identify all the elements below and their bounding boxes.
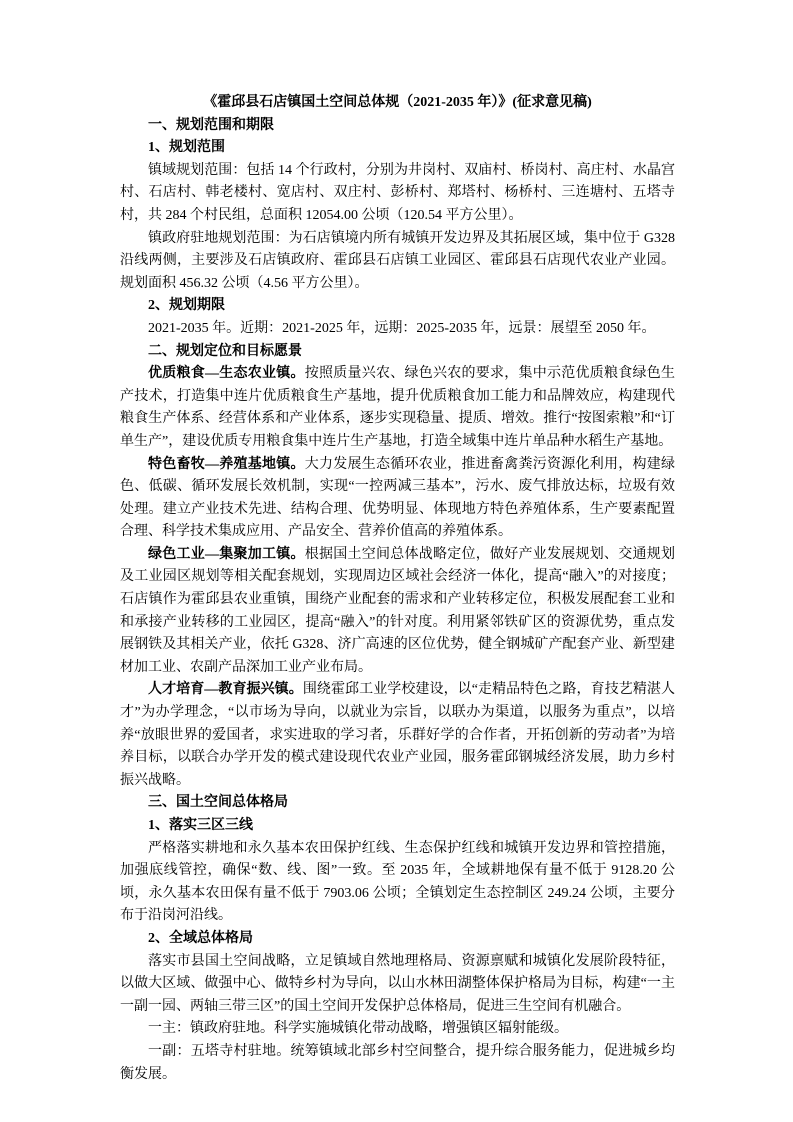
paragraph: 特色畜牧—养殖基地镇。大力发展生态循环农业，推进畜禽粪污资源化利用，构建绿色、低碳、循环发展长效机制，实现“一控两减三基本”，污水、废气排放达标，垃圾有效处理。建立产业技术先进、结构合理、优势明显、体现地方特色养殖体系，生产要素配置合理、科学技术集成应用、产品安全、营养价值高的养殖体系。 [120,456,675,540]
document-title: 《霍邱县石店镇国土空间总体规（2021-2035 年）》(征求意见稿) [203,95,592,110]
section-heading: 2、全域总体格局 [148,930,253,946]
paragraph: 一主：镇政府驻地。科学实施城镇化带动战略，增强镇区辐射能级。 [148,1021,568,1037]
paragraph: 人才培育—教育振兴镇。围绕霍邱工业学校建设，以“走精品特色之路，育技艺精湛人才”为办学理念，“以市场为导向，以就业为宗旨，以联办为渠道，以服务为重点”，以培养“放眼世界的爱国者，求实进取的学习者，乐群好学的合作者，开拓创新的劳动者”为培养目标，以联合办学开发的模式建设现代农业产业园，服务霍邱钢城经济发展，助力乡村振兴战略。 [120,682,675,788]
paragraph: 绿色工业—集聚加工镇。根据国土空间总体战略定位，做好产业发展规划、交通规划及工业园区规划等相关配套规划，实现周边区域社会经济一体化，提高“融入”的对接度；石店镇作为霍邱县农业重镇，围绕产业配套的需求和产业转移定位，积极发展配套工业和和承接产业转移的工业园区，提高“融入”的针对度。利用紧邻铁矿区的资源优势，重点发展钢铁及其相关产业，依托 G328、济广高速的区位优势，健全钢城矿产配套产业、新型建材加工业、农副产品深加工业产业布局。 [120,546,675,675]
paragraph-lead: 特色畜牧—养殖基地镇。 [148,456,305,472]
section-heading: 一、规划范围和期限 [148,117,274,133]
section-heading: 1、落实三区三线 [148,818,253,833]
paragraph: 优质粮食—生态农业镇。按照质量兴农、绿色兴农的要求，集中示范优质粮食绿色生产技术，打造集中连片优质粮食生产基地，提升优质粮食加工能力和品牌效应，构建现代粮食生产体系、经营体系和产业体系，逐步实现稳量、提质、增效。推行“按图索粮”和“订单生产”，建设优质专用粮食集中连片生产基地，打造全域集中连片单品种水稻生产基地。 [120,366,675,449]
paragraph: 落实市县国土空间战略，立足镇域自然地理格局、资源禀赋和城镇化发展阶段特征，以做大区域、做强中心、做特乡村为导向，以山水林田湖整体保护格局为目标，构建“一主一副一园、两轴三带三区”的国土空间开发保护总体格局，促进三生空间有机融合。 [120,953,675,1014]
paragraph: 一副：五塔寺村驻地。统筹镇域北部乡村空间整合，提升综合服务能力，促进城乡均衡发展。 [120,1043,675,1082]
paragraph-lead: 优质粮食—生态农业镇。 [148,366,305,382]
section-heading: 二、规划定位和目标愿景 [148,343,302,359]
paragraph-lead: 绿色工业—集聚加工镇。 [148,546,305,562]
section-heading: 1、规划范围 [148,140,225,156]
paragraph: 2021-2035 年。近期：2021-2025 年，远期：2025-2035 年，远景：展望至 2050 年。 [148,320,656,336]
paragraph-lead: 人才培育—教育振兴镇。 [148,682,303,698]
document-body [120,115,675,1087]
paragraph: 镇政府驻地规划范围：为石店镇境内所有城镇开发边界及其拓展区域，集中位于 G328 沿线两侧，主要涉及石店镇政府、霍邱县石店镇工业园区、霍邱县石店现代农业产业园。规划面积 456.32 公顷（4.56 平方公里）。 [120,230,675,291]
paragraph: 镇域规划范围：包括 14 个行政村，分别为井岗村、双庙村、桥岗村、高庄村、水晶宫村、石店村、韩老楼村、宽店村、双庄村、彭桥村、郑塔村、杨桥村、三连塘村、五塔寺村，共 284 个村民组，总面积 12054.00 公顷（120.54 平方公里）。 [120,162,675,223]
paragraph: 严格落实耕地和永久基本农田保护红线、生态保护红线和城镇开发边界和管控措施，加强底线管控，确保“数、线、图”一致。至 2035 年，全域耕地保有量不低于 9128.20 公顷，永久基本农田保有量不低于 7903.06 公顷；全镇划定生态控制区 249.24 公顷，主要分布于沿岗河沿线。 [120,840,675,924]
section-heading: 2、规划期限 [148,298,225,314]
section-heading: 三、国土空间总体格局 [148,795,288,811]
